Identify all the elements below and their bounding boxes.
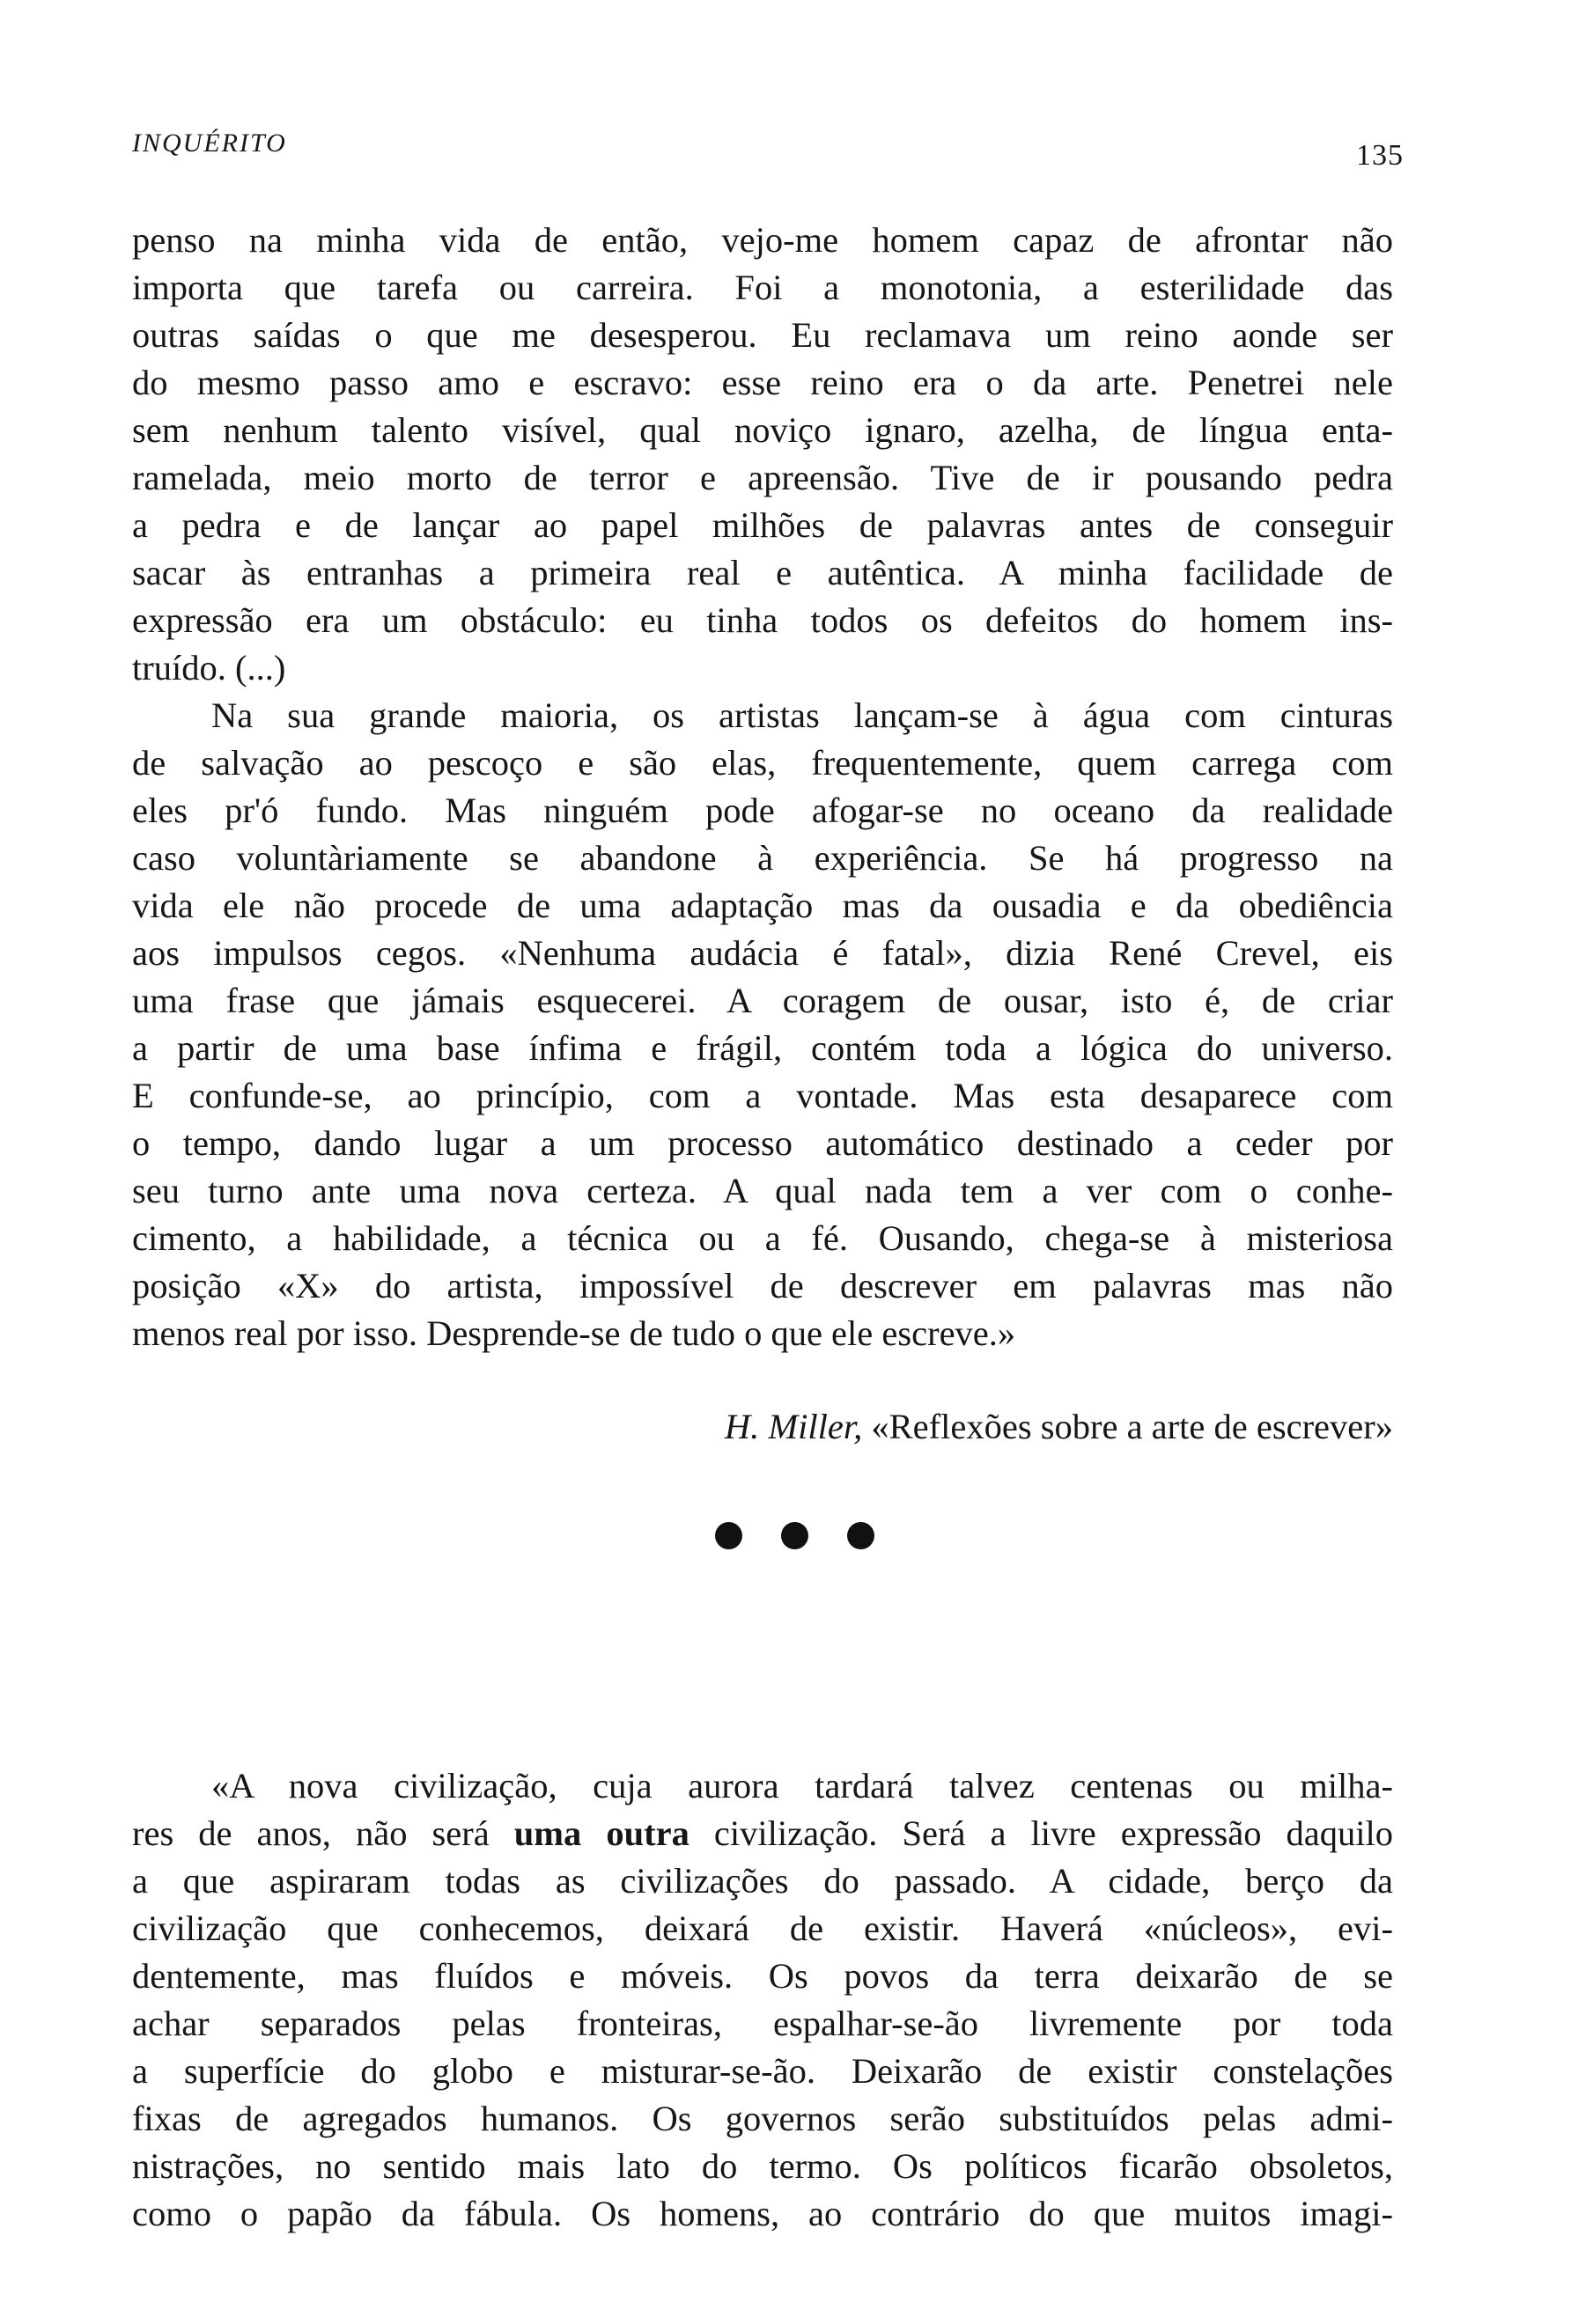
text-line: penso na minha vida de então, vejo-me homem capaz de afrontar não (132, 220, 1393, 260)
quote-attribution (725, 1403, 1393, 1451)
text-line: menos real por isso. Desprende-se de tudo o que ele escreve.» (132, 1313, 1016, 1353)
attribution-author: H. Miller, (724, 1407, 863, 1446)
text-line-with-emphasis (132, 1810, 1393, 1857)
separator-dot-icon (715, 1522, 742, 1549)
text-line: posição «X» do artista, impossível de descrever em palavras mas não (132, 1266, 1393, 1305)
text-line: ramelada, meio morto de terror e apreensão. Tive de ir pousando pedra (132, 458, 1393, 497)
text-line: vida ele não procede de uma adaptação mas da ousadia e da obediência (132, 886, 1393, 925)
text-line: o tempo, dando lugar a um processo automático destinado a ceder por (132, 1123, 1393, 1163)
separator-dot-icon (781, 1522, 808, 1549)
text-line: truído. (...) (132, 648, 286, 688)
section-separator (0, 1522, 1578, 1550)
text-line: fixas de agregados humanos. Os governos serão substituídos pelas admi- (132, 2099, 1393, 2138)
attribution-work: «Reflexões sobre a arte de escrever» (871, 1407, 1393, 1446)
text-line: aos impulsos cegos. «Nenhuma audácia é fatal», dizia René Crevel, eis (132, 933, 1393, 973)
text-line: cimento, a habilidade, a técnica ou a fé. Ousando, chega-se à misteriosa (132, 1218, 1393, 1258)
quoted-excerpt-one (132, 217, 1393, 1357)
text-line: caso voluntàriamente se abandone à experiência. Se há progresso na (132, 838, 1393, 878)
page-number: 135 (1356, 139, 1404, 172)
text-line: achar separados pelas fronteiras, espalhar-se-ão livremente por toda (132, 2004, 1393, 2043)
separator-dot-icon (847, 1522, 874, 1549)
text-line: do mesmo passo amo e escravo: esse reino era o da arte. Penetrei nele (132, 363, 1393, 402)
text-line: outras saídas o que me desesperou. Eu reclamava um reino aonde ser (132, 315, 1393, 355)
text-run: res de anos, não será (132, 1813, 490, 1853)
text-run: civilização. Será a livre expressão daquilo (713, 1813, 1394, 1853)
text-line: E confunde-se, ao princípio, com a vontade. Mas esta desaparece com (132, 1076, 1393, 1115)
text-line: expressão era um obstáculo: eu tinha todos os defeitos do homem ins- (132, 600, 1393, 640)
paragraph-first-line: Na sua grande maioria, os artistas lançam-se à água com cinturas (211, 695, 1393, 735)
paragraph-first-line: «A nova civilização, cuja aurora tardará talvez centenas ou milha- (211, 1766, 1393, 1806)
text-line: eles pr'ó fundo. Mas ninguém pode afogar-se no oceano da realidade (132, 791, 1393, 830)
text-line: a que aspiraram todas as civilizações do passado. A cidade, berço da (132, 1861, 1393, 1901)
text-line: civilização que conhecemos, deixará de existir. Haverá «núcleos», evi- (132, 1908, 1393, 1948)
text-line: a superfície do globo e misturar-se-ão. Deixarão de existir constelações (132, 2051, 1393, 2091)
text-line: nistrações, no sentido mais lato do termo. Os políticos ficarão obsoletos, (132, 2146, 1393, 2186)
text-line: importa que tarefa ou carreira. Foi a monotonia, a esterilidade das (132, 268, 1393, 307)
emphasized-phrase: uma outra (513, 1813, 689, 1853)
text-line: a pedra e de lançar ao papel milhões de palavras antes de conseguir (132, 505, 1393, 545)
text-line: uma frase que jámais esquecerei. A coragem de ousar, isto é, de criar (132, 981, 1393, 1020)
text-line: como o papão da fábula. Os homens, ao contrário do que muitos imagi- (132, 2194, 1393, 2233)
text-line: de salvação ao pescoço e são elas, frequentemente, quem carrega com (132, 743, 1393, 783)
text-line: a partir de uma base ínfima e frágil, contém toda a lógica do universo. (132, 1028, 1393, 1068)
text-line: dentemente, mas fluídos e móveis. Os povos da terra deixarão de se (132, 1956, 1393, 1996)
quoted-excerpt-two (132, 1762, 1393, 2238)
text-line: sem nenhum talento visível, qual noviço ignaro, azelha, de língua enta- (132, 410, 1393, 450)
text-line: seu turno ante uma nova certeza. A qual nada tem a ver com o conhe- (132, 1171, 1393, 1210)
running-head: INQUÉRITO (132, 129, 287, 158)
text-line: sacar às entranhas a primeira real e autêntica. A minha facilidade de (132, 553, 1393, 592)
